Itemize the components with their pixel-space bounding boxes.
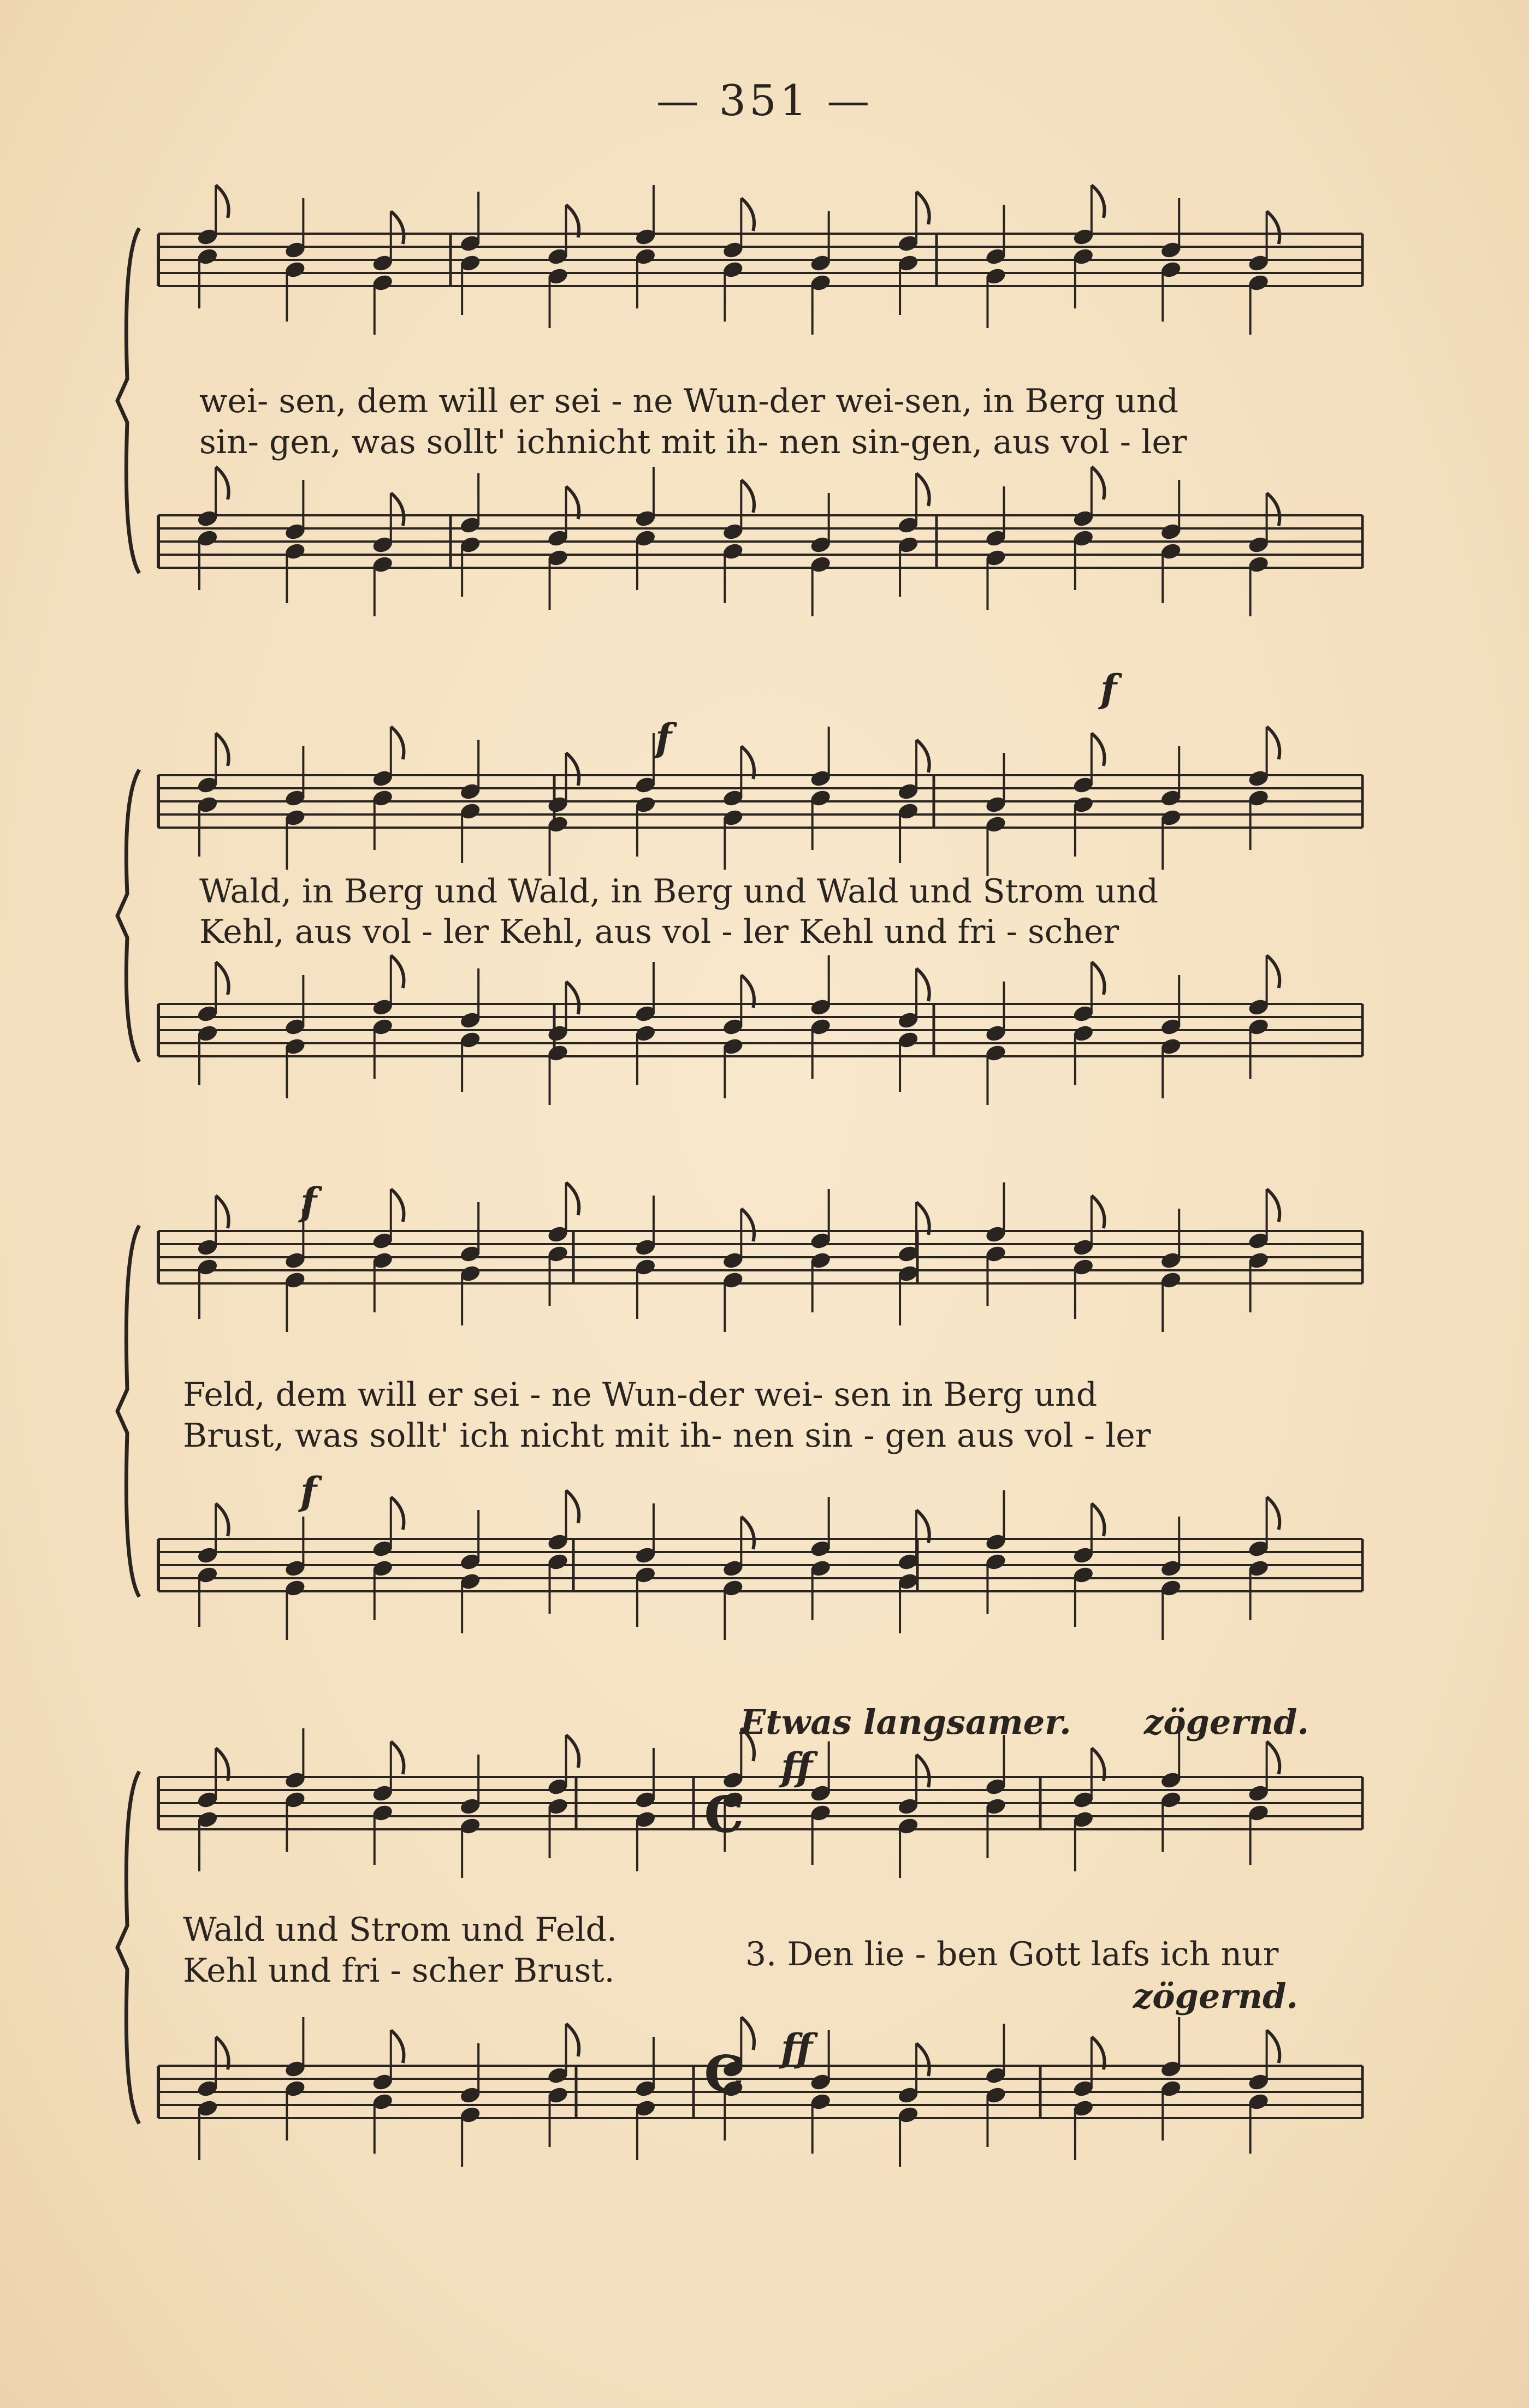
note-flag bbox=[566, 982, 579, 1014]
note-flag bbox=[566, 1735, 579, 1768]
note-flag bbox=[1267, 493, 1280, 526]
tempo-marking: Etwas langsamer. bbox=[740, 1702, 1071, 1742]
dynamic-marking: ff bbox=[781, 1744, 813, 1789]
time-signature: C bbox=[704, 1786, 744, 1844]
lyric-line: Kehl, aus vol - ler Kehl, aus vol - ler Kehl und fri - scher bbox=[199, 913, 1119, 951]
dynamic-marking: f bbox=[300, 1179, 317, 1224]
note-flag bbox=[1267, 727, 1280, 759]
note-flag bbox=[391, 1189, 404, 1222]
lyric-line: wei- sen, dem will er sei - ne Wun-der wei-sen, in Berg und bbox=[199, 382, 1178, 420]
note-flag bbox=[1267, 2030, 1280, 2063]
note-flag bbox=[741, 480, 754, 513]
note-flag bbox=[391, 1497, 404, 1530]
note-flag bbox=[216, 962, 229, 995]
note-flag bbox=[391, 727, 404, 759]
note-flag bbox=[1092, 185, 1105, 218]
note-flag bbox=[1092, 467, 1105, 500]
note-flag bbox=[566, 1182, 579, 1215]
note-flag bbox=[391, 493, 404, 526]
note-flag bbox=[1267, 1741, 1280, 1774]
note-flag bbox=[1267, 211, 1280, 244]
note-flag bbox=[916, 2043, 929, 2076]
system-brace bbox=[117, 770, 139, 1062]
lyric-line: Brust, was sollt' ich nicht mit ih- nen sin - gen aus vol - ler bbox=[183, 1417, 1151, 1455]
note-flag bbox=[741, 1517, 754, 1549]
note-flag bbox=[391, 211, 404, 244]
note-flag bbox=[1092, 1503, 1105, 1536]
dynamic-marking: f bbox=[1100, 666, 1117, 711]
note-flag bbox=[1092, 1196, 1105, 1228]
note-flag bbox=[916, 740, 929, 772]
lyric-line: Wald, in Berg und Wald, in Berg und Wald und Strom und bbox=[199, 872, 1159, 911]
system-brace bbox=[117, 1771, 139, 2124]
lyric-line: Kehl und fri - scher Brust. bbox=[183, 1952, 615, 1990]
note-flag bbox=[391, 955, 404, 988]
note-flag bbox=[916, 473, 929, 506]
note-flag bbox=[216, 733, 229, 766]
system-brace bbox=[117, 1226, 139, 1597]
note-flag bbox=[741, 198, 754, 231]
note-flag bbox=[566, 1490, 579, 1523]
note-flag bbox=[916, 968, 929, 1001]
note-flag bbox=[1267, 955, 1280, 988]
note-flag bbox=[1092, 733, 1105, 766]
note-flag bbox=[391, 1741, 404, 1774]
note-flag bbox=[391, 2030, 404, 2063]
note-flag bbox=[1267, 1189, 1280, 1222]
dynamic-marking: ff bbox=[781, 2025, 813, 2071]
note-flag bbox=[1092, 962, 1105, 995]
lyric-line: Feld, dem will er sei - ne Wun-der wei- sen in Berg und bbox=[183, 1376, 1098, 1414]
note-flag bbox=[216, 1196, 229, 1228]
dynamic-marking: f bbox=[655, 715, 672, 760]
note-flag bbox=[566, 753, 579, 786]
lyric-line: Wald und Strom und Feld. bbox=[183, 1911, 617, 1949]
note-flag bbox=[566, 2024, 579, 2056]
note-flag bbox=[216, 1503, 229, 1536]
page-number: — 351 — bbox=[656, 76, 873, 126]
note-flag bbox=[916, 192, 929, 224]
system-brace bbox=[117, 228, 139, 573]
note-flag bbox=[741, 1209, 754, 1241]
lyric-line: 3. Den lie - ben Gott lafs ich nur bbox=[745, 1935, 1279, 1973]
note-flag bbox=[916, 1755, 929, 1787]
time-signature: C bbox=[704, 2045, 744, 2103]
notes bbox=[197, 185, 1279, 2167]
expression-marking: zögernd. bbox=[1133, 1976, 1299, 2016]
expression-marking: zögernd. bbox=[1144, 1702, 1309, 1742]
note-flag bbox=[216, 467, 229, 500]
note-flag bbox=[1267, 1497, 1280, 1530]
note-flag bbox=[216, 185, 229, 218]
dynamic-marking: f bbox=[300, 1468, 317, 1514]
lyric-line: sin- gen, was sollt' ichnicht mit ih- nen sin-gen, aus vol - ler bbox=[199, 423, 1187, 461]
